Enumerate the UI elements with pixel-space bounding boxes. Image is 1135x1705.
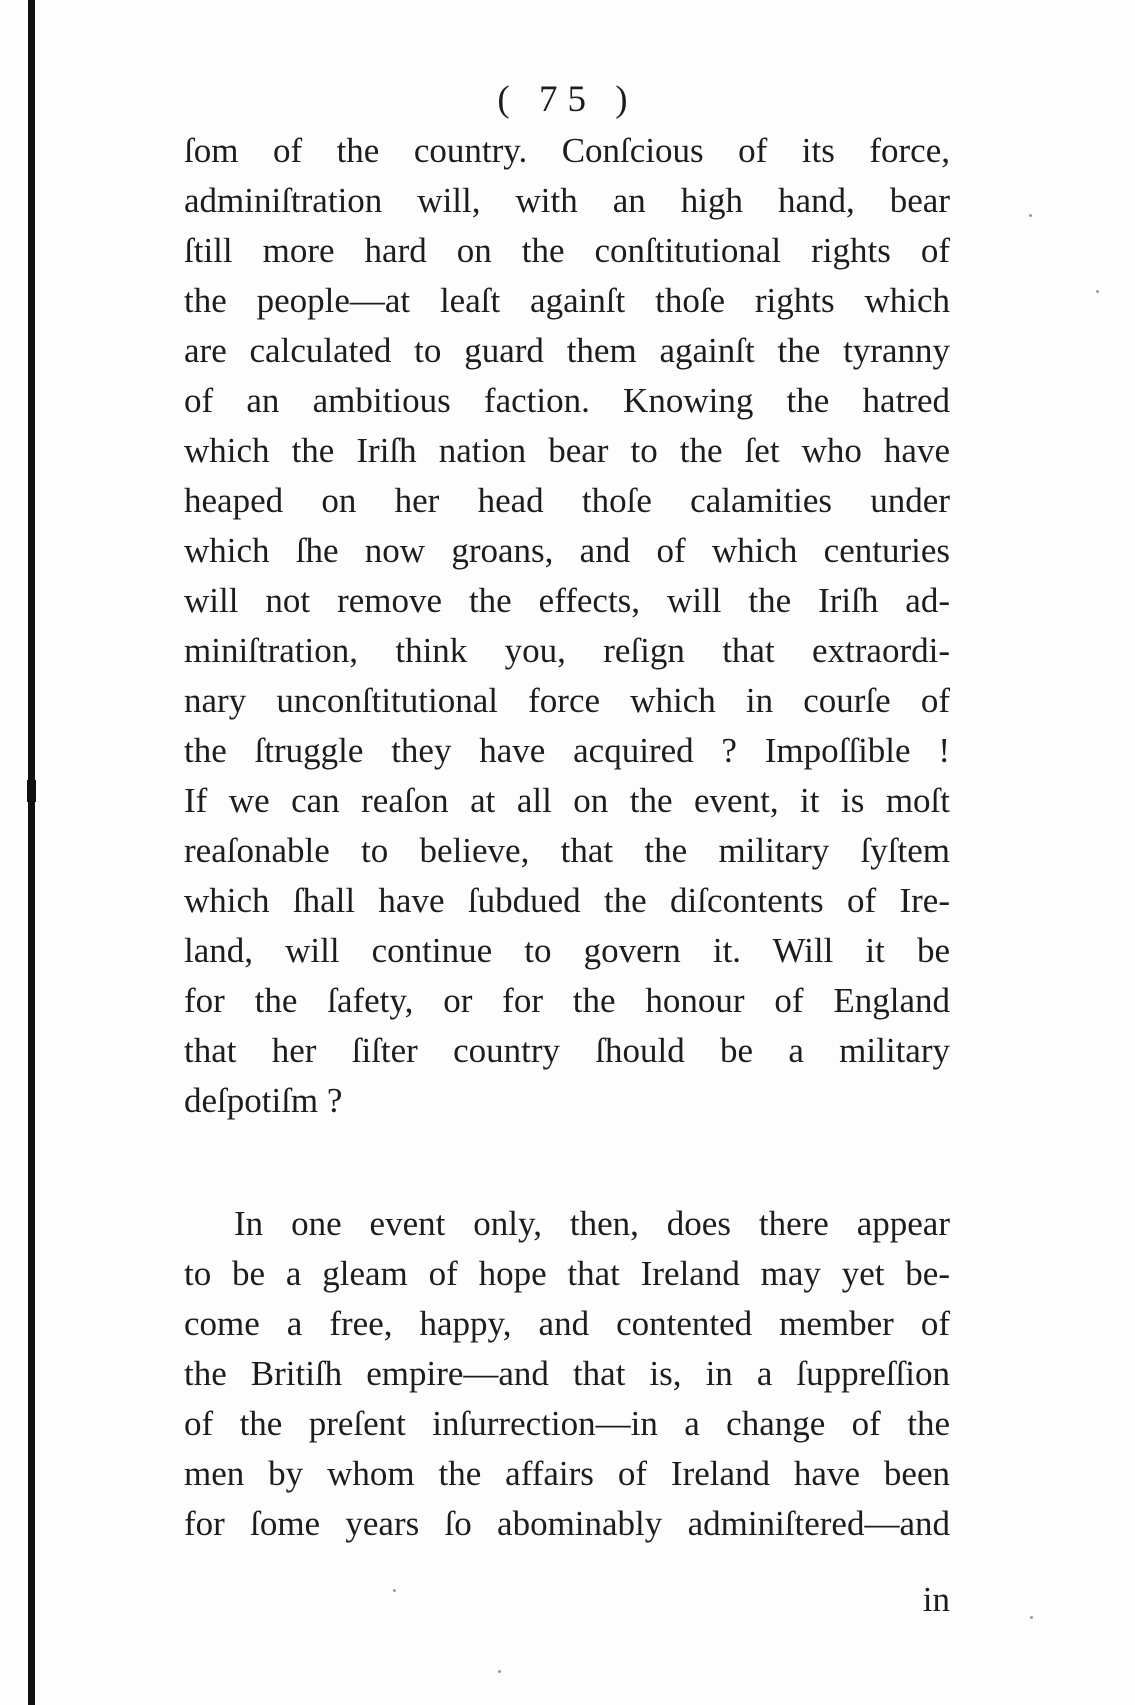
paragraph-1-line-13: the ſtruggle they have acquired ? Impoſſible ! [184,731,950,770]
page-number-header: ( 75 ) [497,79,638,120]
paper-speck [498,1670,501,1673]
paragraph-1-line-1: ſom of the country. Conſcious of its force, [184,131,950,170]
paragraph-1-line-19: that her ſiſter country ſhould be a military [184,1031,950,1070]
paragraph-1-line-5: are calculated to guard them againſt the tyranny [184,331,950,370]
paragraph-1-line-15: reaſonable to believe, that the military ſyſtem [184,831,950,870]
paragraph-1-line-4: the people—at leaſt againſt thoſe rights which [184,281,950,320]
paragraph-1 [184,126,950,1126]
paragraph-1-line-10: will not remove the effects, will the Iriſh ad- [184,581,950,620]
binding-edge [28,0,35,1705]
paragraph-2-line-3: come a free, happy, and contented member of [184,1304,950,1343]
paragraph-2 [184,1199,950,1549]
paragraph-1-line-11: miniſtration, think you, reſign that extraordi- [184,631,950,670]
paragraph-1-line-12: nary unconſtitutional force which in courſe of [184,681,950,720]
paragraph-1-line-17: land, will continue to govern it. Will it be [184,931,950,970]
paper-speck [1029,214,1032,217]
paragraph-2-line-5: of the preſent inſurrection—in a change of the [184,1404,950,1443]
catchword: in [922,1580,950,1619]
paper-speck [1096,290,1099,293]
paragraph-1-line-14: If we can reaſon at all on the event, it is moſt [184,781,950,820]
binding-edge-notch [27,780,36,802]
paragraph-1-line-9: which ſhe now groans, and of which centuries [184,531,950,570]
paragraph-2-line-7: for ſome years ſo abominably adminiſtered—and [184,1504,950,1543]
paragraph-2-line-2: to be a gleam of hope that Ireland may yet be- [184,1254,950,1293]
paragraph-2-line-4: the Britiſh empire—and that is, in a ſuppreſſion [184,1354,950,1393]
paragraph-1-line-18: for the ſafety, or for the honour of England [184,981,950,1020]
paragraph-1-line-8: heaped on her head thoſe calamities under [184,481,950,520]
paragraph-1-line-2: adminiſtration will, with an high hand, bear [184,181,950,220]
paper-speck [1030,1616,1033,1619]
paragraph-2-line-1: In one event only, then, does there appear [234,1204,950,1243]
paragraph-1-line-3: ſtill more hard on the conſtitutional rights of [184,231,950,270]
paragraph-1-line-20: deſpotiſm ? [184,1081,343,1120]
paragraph-1-line-7: which the Iriſh nation bear to the ſet who have [184,431,950,470]
paragraph-2-line-6: men by whom the affairs of Ireland have been [184,1454,950,1493]
paragraph-1-line-16: which ſhall have ſubdued the diſcontents of Ire- [184,881,950,920]
paper-speck [393,1589,396,1592]
paragraph-1-line-6: of an ambitious faction. Knowing the hatred [184,381,950,420]
